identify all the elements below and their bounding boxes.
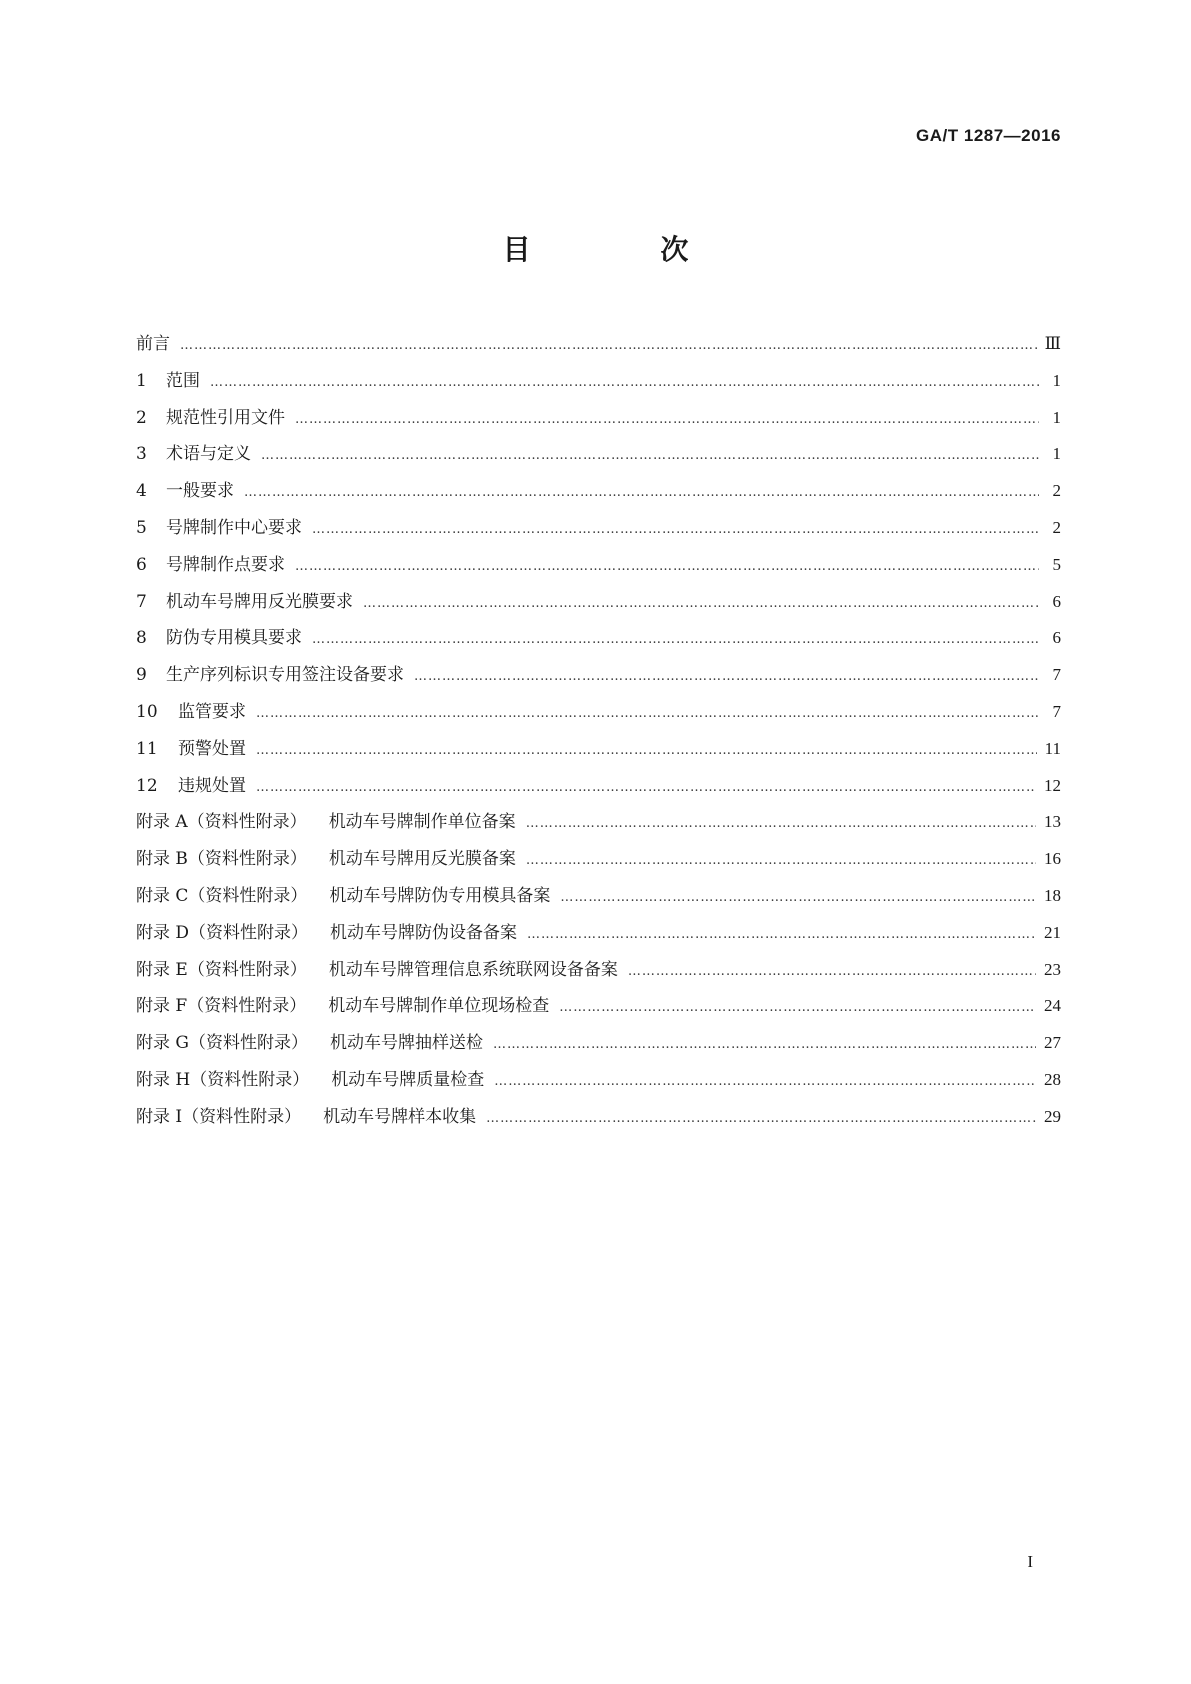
- toc-entry-page: 7: [1052, 701, 1061, 721]
- toc-appendix-f[interactable]: [136, 988, 1061, 1025]
- toc-appendix-label: 机动车号牌样本收集: [323, 1106, 477, 1127]
- toc-entry-7[interactable]: [136, 584, 1061, 621]
- toc-dot-leader: [180, 328, 1037, 365]
- toc-entry-label: 规范性引用文件: [166, 407, 285, 428]
- toc-entry-page: 2: [1052, 517, 1061, 537]
- toc-entry-page: 28: [1044, 1069, 1061, 1089]
- toc-dot-leader: [414, 659, 1039, 696]
- toc-appendix-a[interactable]: [136, 804, 1061, 841]
- toc-entry-page: 29: [1044, 1106, 1061, 1126]
- toc-appendix-prefix: 附录 B（资料性附录）: [136, 849, 307, 870]
- toc-entry-number: 1: [136, 370, 147, 391]
- toc-entry-number: 11: [136, 738, 158, 759]
- toc-entry-page: 12: [1044, 775, 1061, 795]
- toc-entry-page: 16: [1044, 849, 1061, 869]
- toc-entry-page: 27: [1044, 1033, 1061, 1053]
- toc-entry-number: 5: [136, 517, 147, 538]
- toc-appendix-label: 机动车号牌防伪设备备案: [330, 922, 518, 943]
- toc-dot-leader: [560, 880, 1036, 917]
- toc-entry-number: 9: [136, 665, 147, 686]
- toc-appendix-c[interactable]: [136, 878, 1061, 915]
- toc-entry-page: 11: [1044, 738, 1061, 758]
- toc-entry-number: 4: [136, 481, 147, 502]
- toc-dot-leader: [295, 549, 1039, 586]
- toc-entry-number: 3: [136, 444, 147, 465]
- toc-entry-1[interactable]: [136, 363, 1061, 400]
- toc-entry-foreword[interactable]: [136, 326, 1061, 363]
- toc-entry-page: 1: [1052, 407, 1061, 427]
- toc-entry-number: 10: [136, 701, 158, 722]
- toc-entry-label: 监管要求: [178, 701, 246, 722]
- toc-entry-2[interactable]: [136, 400, 1061, 437]
- toc-dot-leader: [256, 770, 1036, 807]
- toc-dot-leader: [312, 512, 1039, 549]
- toc-entry-label: 号牌制作中心要求: [166, 517, 302, 538]
- document-code: GA/T 1287—2016: [916, 126, 1061, 145]
- toc-entry-11[interactable]: [136, 731, 1061, 768]
- toc-dot-leader: [312, 622, 1039, 659]
- toc-appendix-prefix: 附录 C（资料性附录）: [136, 885, 308, 906]
- toc-entry-page: 1: [1052, 370, 1061, 390]
- toc-entry-page: 18: [1044, 885, 1061, 905]
- toc-entry-number: 12: [136, 775, 158, 796]
- toc-appendix-label: 机动车号牌管理信息系统联网设备备案: [328, 959, 618, 980]
- toc-appendix-prefix: 附录 A（资料性附录）: [136, 812, 307, 833]
- toc-appendix-prefix: 附录 G（资料性附录）: [136, 1033, 308, 1054]
- toc-dot-leader: [261, 438, 1039, 475]
- toc-entry-label: 前言: [136, 334, 170, 354]
- toc-dot-leader: [494, 1064, 1036, 1101]
- toc-entry-page: 7: [1052, 665, 1061, 685]
- toc-dot-leader: [559, 990, 1036, 1027]
- toc-appendix-h[interactable]: [136, 1062, 1061, 1099]
- toc-entry-page: 21: [1044, 922, 1061, 942]
- toc-dot-leader: [486, 1101, 1036, 1138]
- toc-entry-12[interactable]: [136, 768, 1061, 805]
- toc-entry-number: 2: [136, 407, 147, 428]
- toc-appendix-b[interactable]: [136, 841, 1061, 878]
- toc-entry-page: 13: [1044, 812, 1061, 832]
- toc-entry-label: 范围: [166, 370, 200, 391]
- toc-entry-label: 号牌制作点要求: [166, 554, 285, 575]
- toc-entry-number: 7: [136, 591, 147, 612]
- toc-dot-leader: [526, 806, 1036, 843]
- toc-appendix-e[interactable]: [136, 952, 1061, 989]
- toc-entry-6[interactable]: [136, 547, 1061, 584]
- toc-entry-page: Ⅲ: [1044, 334, 1061, 353]
- toc-dot-leader: [526, 843, 1036, 880]
- toc-entry-page: 24: [1044, 996, 1061, 1016]
- toc-dot-leader: [295, 402, 1039, 439]
- toc-entry-label: 术语与定义: [166, 444, 251, 465]
- toc-appendix-label: 机动车号牌防伪专用模具备案: [329, 885, 551, 906]
- toc-dot-leader: [493, 1027, 1036, 1064]
- toc-appendix-g[interactable]: [136, 1025, 1061, 1062]
- toc-appendix-prefix: 附录 H（资料性附录）: [136, 1069, 310, 1090]
- toc-entry-label: 违规处置: [178, 775, 246, 796]
- toc-entry-page: 23: [1044, 959, 1061, 979]
- toc-dot-leader: [628, 954, 1036, 991]
- toc-appendix-d[interactable]: [136, 915, 1061, 952]
- toc-appendix-label: 机动车号牌质量检查: [331, 1069, 485, 1090]
- toc-entry-4[interactable]: [136, 473, 1061, 510]
- toc-appendix-label: 机动车号牌制作单位备案: [328, 812, 516, 833]
- toc-dot-leader: [210, 365, 1039, 402]
- toc-entry-3[interactable]: [136, 436, 1061, 473]
- toc-entry-10[interactable]: [136, 694, 1061, 731]
- toc-dot-leader: [256, 696, 1039, 733]
- toc-dot-leader: [363, 586, 1039, 623]
- toc-appendix-label: 机动车号牌制作单位现场检查: [328, 996, 550, 1017]
- toc-appendix-label: 机动车号牌抽样送检: [329, 1033, 483, 1054]
- toc-appendix-label: 机动车号牌用反光膜备案: [328, 849, 516, 870]
- toc-appendix-prefix: 附录 D（资料性附录）: [136, 922, 309, 943]
- toc-dot-leader: [244, 475, 1039, 512]
- toc-entry-8[interactable]: [136, 620, 1061, 657]
- toc-entry-9[interactable]: [136, 657, 1061, 694]
- toc-entry-label: 防伪专用模具要求: [166, 628, 302, 649]
- page-number: I: [1027, 1552, 1033, 1571]
- toc-dot-leader: [527, 917, 1036, 954]
- toc-appendix-prefix: 附录 E（资料性附录）: [136, 959, 307, 980]
- toc-dot-leader: [256, 733, 1037, 770]
- toc-entry-label: 生产序列标识专用签注设备要求: [166, 665, 404, 686]
- toc-entry-number: 6: [136, 554, 147, 575]
- toc-appendix-i[interactable]: [136, 1099, 1061, 1136]
- toc-entry-page: 1: [1052, 444, 1061, 464]
- toc-appendix-prefix: 附录 F（资料性附录）: [136, 996, 307, 1017]
- toc-entry-label: 机动车号牌用反光膜要求: [166, 591, 353, 612]
- toc-entry-page: 6: [1052, 591, 1061, 611]
- toc-entry-5[interactable]: [136, 510, 1061, 547]
- toc-entry-number: 8: [136, 628, 147, 649]
- toc-entry-page: 6: [1052, 628, 1061, 648]
- toc-appendix-prefix: 附录 I（资料性附录）: [136, 1106, 302, 1127]
- toc-entry-page: 5: [1052, 554, 1061, 574]
- toc-title: 目 次: [502, 233, 749, 266]
- toc-entry-page: 2: [1052, 481, 1061, 501]
- toc-list: [136, 326, 1061, 1136]
- toc-entry-label: 预警处置: [178, 738, 246, 759]
- toc-entry-label: 一般要求: [166, 481, 234, 502]
